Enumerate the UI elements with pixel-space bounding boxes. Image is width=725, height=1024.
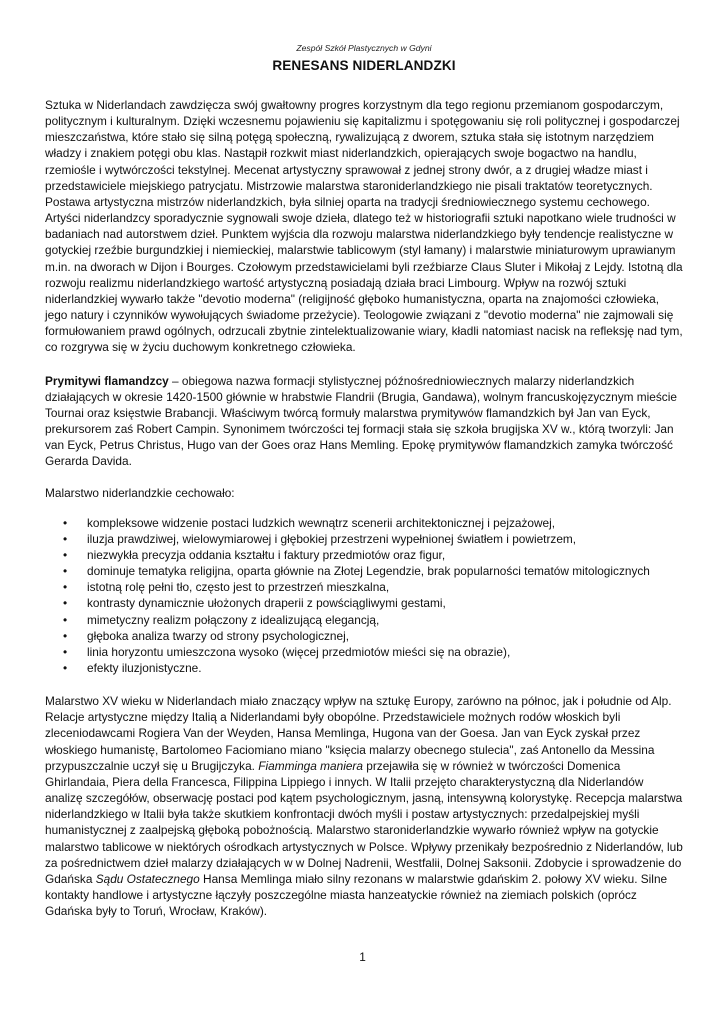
primitives-term: Prymitywi flamandzcy [45,373,169,388]
list-item [45,660,683,676]
primitives-paragraph [45,373,683,470]
bullet-icon: • [63,596,68,611]
bullet-icon: • [63,628,68,643]
bullet-icon: • [63,661,68,675]
bullet-icon: • [63,515,68,530]
primitives-text: – obiegowa nazwa formacji stylistycznej późnośredniowiecznych malarzy niderlandzkich działających w okresie 1420-1500 głównie w hrabstwie Flandrii (Brugia, Gandawa), wolnym francuskojęzycznym mieście Tournai oraz księstwie Brabancji. Właściwym twórcą formuły malarstwa prymitywów flamandzkich był Jan van Eyck, prekursorem zaś Robert Campin. Synonimem twórczości tej formacji stała się szkoła brugijska XV w., którą tworzyli: Jan van Eyck, Petrus Christus, Hugo van der Goes oraz Hans Memling. Epokę prymitywów flamandzkich zamyka twórczość Gerarda Davida. [45,373,677,469]
influence-italic-2: Sądu Ostatecznego [95,871,200,886]
features-intro: Malarstwo niderlandzkie cechowało: [45,486,235,501]
features-list [45,515,683,677]
influence-italic-1: Fiamminga maniera [258,758,363,773]
list-item-text: efekty iluzjonistyczne. [87,661,202,675]
list-item [45,547,683,563]
list-item-text: iluzja prawdziwej, wielowymiarowej i głębokiej przestrzeni wypełnionej światłem i powietrzem, [87,531,577,546]
influence-text-3: Hansa Memlinga miało silny rezonans w malarstwie gdańskim 2. połowy XV wieku. Silne kontakty handlowe i artystyczne łączyły poszczególne miasta hanzeatyckie również na ziemiach polskich (oprócz Gdańska były to Toruń, Wrocław, Kraków). [45,871,668,919]
list-item-text: istotną rolę pełni tło, często jest to przestrzeń mieszkalna, [87,580,390,595]
influence-text-1: Malarstwo XV wieku w Niderlandach miało znaczący wpływ na sztukę Europy, zarówno na północ, jak i południe od Alp. Relacje artystyczne między Italią a Niderlandami były obopólne. Przedstawiciele możnych rodów włoskich byli zleceniodawcami Rogiera Van der Weyden, Hansa Memlinga, Hugona van der Goesa. Jan van Eyck zyskał przez włoskiego humanistę, Bartolomeo Faciomiano miano "księcia malarzy obecnego stulecia", zaś Antonello da Messina przypuszczalnie uczył się u Brugijczyka. [45,694,672,773]
document-title: RENESANS NIDERLANDZKI [272,58,456,73]
intro-paragraph: Sztuka w Niderlandach zawdzięcza swój gwałtowny progres korzystnym dla tego regionu przemianom gospodarczym, politycznym i kulturalnym. Dzięki wczesnemu pojawieniu się kapitalizmu i spotęgowaniu się roli politycznej i gospodarczej mieszczaństwa, które stało się silną potęgą społeczną, rywalizującą z dworem, sztuka stała się istotnym narzędziem władzy i znakiem potęgi obu klas. Nastąpił rozkwit miast niderlandzkich, opierających swoje bogactwo na handlu, rzemiośle i wytwórczości tekstylnej. Mecenat artystyczny sprawował z jednej strony dwór, a z drugiej władze miast i przedstawiciele miejskiego patrycjatu. Mistrzowie malarstwa staroniderlandzkiego nie pisali traktatów teoretycznych. Postawa artystyczna mistrzów niderlandzkich, była silniej oparta na tradycji średniowiecznego systemu cechowego. Artyści niderlandzcy sporadycznie sygnowali swoje dzieła, dlatego też w historiografii sztuki napotkano wiele trudności w badaniach nad autorstwem dzieł. Punktem wyjścia dla rozwoju malarstwa niderlandzkiego były tendencje realistyczne w gotyckiej rzeźbie burgundzkiej i niemieckiej, malarstwie tablicowym (styl łamany) i malarstwie miniaturowym uprawianym m.in. na dworach w Dijon i Bourges. Czołowym przedstawicielami byli rzeźbiarze Claus Sluter i Mikołaj z Lejdy. Istotną dla rozwoju realizmu niderlandzkiego wartość artystyczną posiadają działa braci Limbourg. Wpływ na rozwój sztuki niderlandzkiej wywarło także "devotio moderna" (religijność głęboko humanistyczna, oparta na znajomości człowieka, jego natury i czynników wywołujących świadome przeżycie). Teologowie związani z "devotio moderna" nie zajmowali się formułowaniem prawd ogólnych, odrzucali zbytnie zintelektualizowanie wiary, kładli natomiast nacisk na refleksję nad tym, co rozgrywa się w życiu duchowym konkretnego człowieka. [45,98,683,355]
school-name: Zespół Szkół Plastycznych w Gdyni [296,43,432,53]
list-item [45,612,683,628]
list-item-text: kompleksowe widzenie postaci ludzkich wewnątrz scenerii architektonicznej i pejzażowej, [87,515,556,530]
page-number: 1 [359,950,366,964]
bullet-icon: • [63,644,68,659]
list-item-text: niezwykła precyzja oddania kształtu i faktury przedmiotów oraz figur, [87,547,446,562]
bullet-icon: • [63,547,68,562]
bullet-icon: • [63,612,68,627]
influence-paragraph [45,693,683,919]
list-item [45,628,683,644]
list-item [45,515,683,531]
list-item-text: głęboka analiza twarzy od strony psychologicznej, [87,628,350,643]
influence-text-2: przejawiła się w również w twórczości Domenica Ghirlandaia, Piera della Francesca, Filippina Lippiego i innych. W Italii przejęto charakterystyczną dla Niderlandów analizę szczegółów, obserwację postaci pod kątem psychologicznym, jasną, intensywną kolorystykę. Recepcja malarstwa niderlandzkiego w Italii była także skutkiem konfrontacji dwóch myśli i postaw artystycznych: przedalpejskiej myśli humanistycznej z zaalpejską głęboką pobożnością. Malarstwo staroniderlandzkie wywarło również wpływ na gotyckie malarstwo tablicowe w niektórych ośrodkach artystycznych w Polsce. Wpływy przenikały bezpośrednio z Niderlandów, lub za pośrednictwem dzieł malarzy działających w w Dolnej Nadrenii, Westfalii, Dolnej Saksonii. Zdobycie i sprowadzenie do Gdańska [45,758,683,886]
list-item-text: dominuje tematyka religijna, oparta głównie na Złotej Legendzie, brak popularności tematów mitologicznych [87,564,650,579]
bullet-icon: • [63,531,68,546]
bullet-icon: • [63,564,68,579]
list-item-text: mimetyczny realizm połączony z idealizującą elegancją, [87,612,380,627]
list-item [45,531,683,547]
list-item [45,563,683,579]
list-item-text: linia horyzontu umieszczona wysoko (więcej przedmiotów mieści się na obrazie), [87,644,511,659]
list-item [45,644,683,660]
list-item [45,579,683,595]
list-item-text: kontrasty dynamicznie ułożonych draperii z powściągliwymi gestami, [87,596,446,611]
document-page [45,42,683,919]
list-item [45,595,683,611]
bullet-icon: • [63,580,68,595]
